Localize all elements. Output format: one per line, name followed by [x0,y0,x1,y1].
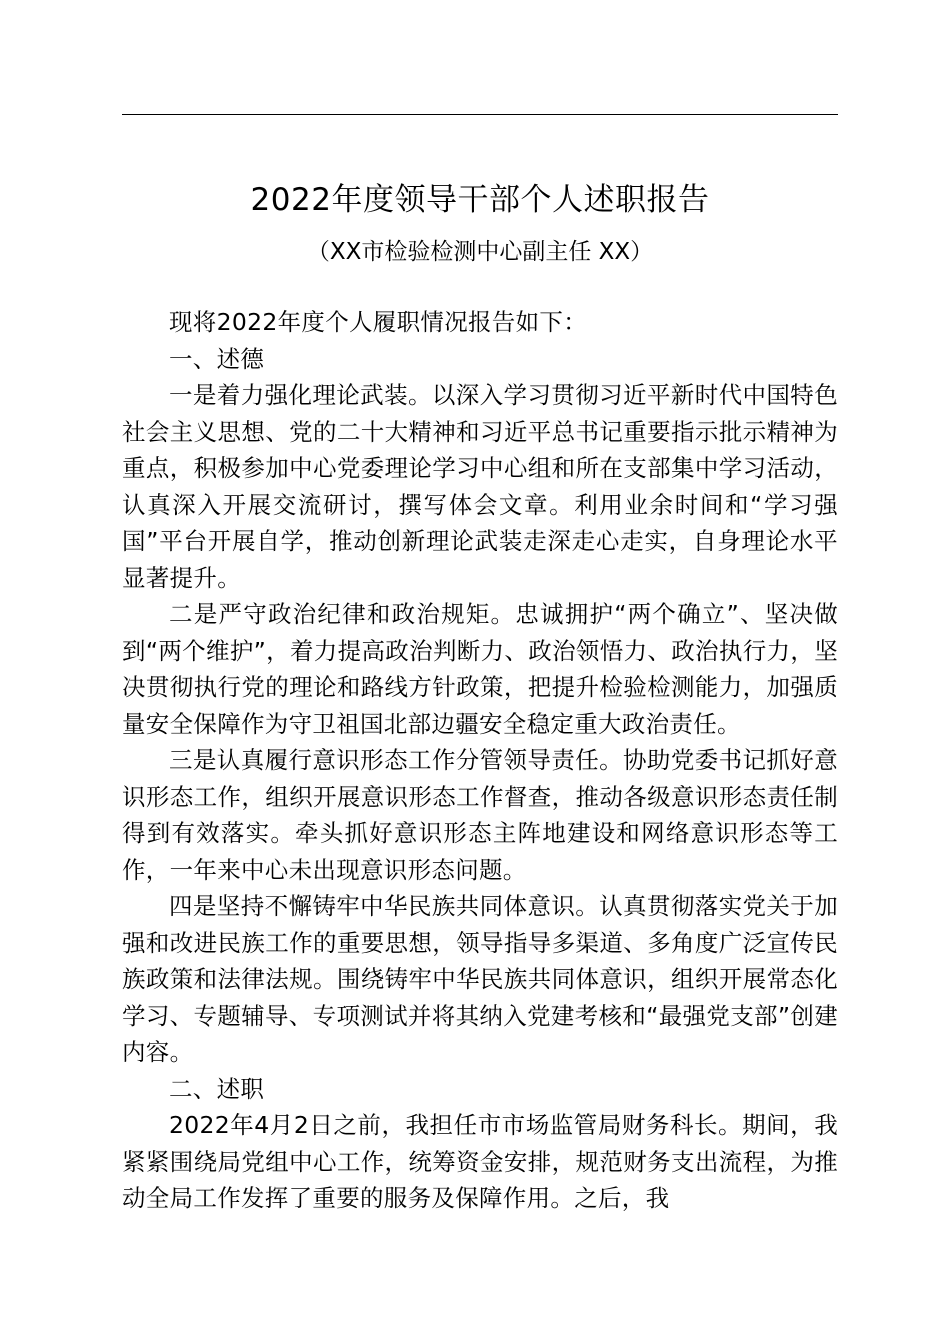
body-paragraph: 三是认真履行意识形态工作分管领导责任。协助党委书记抓好意识形态工作，组织开展意识形态工作督查，推动各级意识形态责任制得到有效落实。牵头抓好意识形态主阵地建设和网络意识形态等工作，一年来中心未出现意识形态问题。 [122,746,838,884]
document-subtitle: （XX市检验检测中心副主任 XX） [306,239,654,265]
body-paragraph: 四是坚持不懈铸牢中华民族共同体意识。认真贯彻落实党关于加强和改进民族工作的重要思想，领导指导多渠道、多角度广泛宣传民族政策和法律法规。围绕铸牢中华民族共同体意识，组织开展常态化学习、专题辅导、专项测试并将其纳入党建考核和“最强党支部”创建内容。 [122,892,838,1066]
body-paragraph: 2022年4月2日之前，我担任市市场监管局财务科长。期间，我紧紧围绕局党组中心工作，统筹资金安排，规范财务支出流程，为推动全局工作发挥了重要的服务及保障作用。之后，我 [122,1111,838,1212]
document-body [122,304,838,1217]
header-rule [122,114,838,115]
section-heading-morality: 一、述德 [169,344,265,373]
body-paragraph: 一是着力强化理论武装。以深入学习贯彻习近平新时代中国特色社会主义思想、党的二十大精神和习近平总书记重要指示批示精神为重点，积极参加中心党委理论学习中心组和所在支部集中学习活动，认真深入开展交流研讨，撰写体会文章。利用业余时间和“学习强国”平台开展自学，推动创新理论武装走深走心走实，自身理论水平显著提升。 [122,381,838,592]
body-paragraph: 二是严守政治纪律和政治规矩。忠诚拥护“两个确立”、坚决做到“两个维护”，着力提高政治判断力、政治领悟力、政治执行力，坚决贯彻执行党的理论和路线方针政策，把提升检验检测能力，加强质量安全保障作为守卫祖国北部边疆安全稳定重大政治责任。 [122,600,838,738]
document-title: 2022年度领导干部个人述职报告 [250,182,710,218]
section-heading-duties: 二、述职 [169,1074,265,1103]
intro-paragraph: 现将2022年度个人履职情况报告如下： [169,308,588,336]
